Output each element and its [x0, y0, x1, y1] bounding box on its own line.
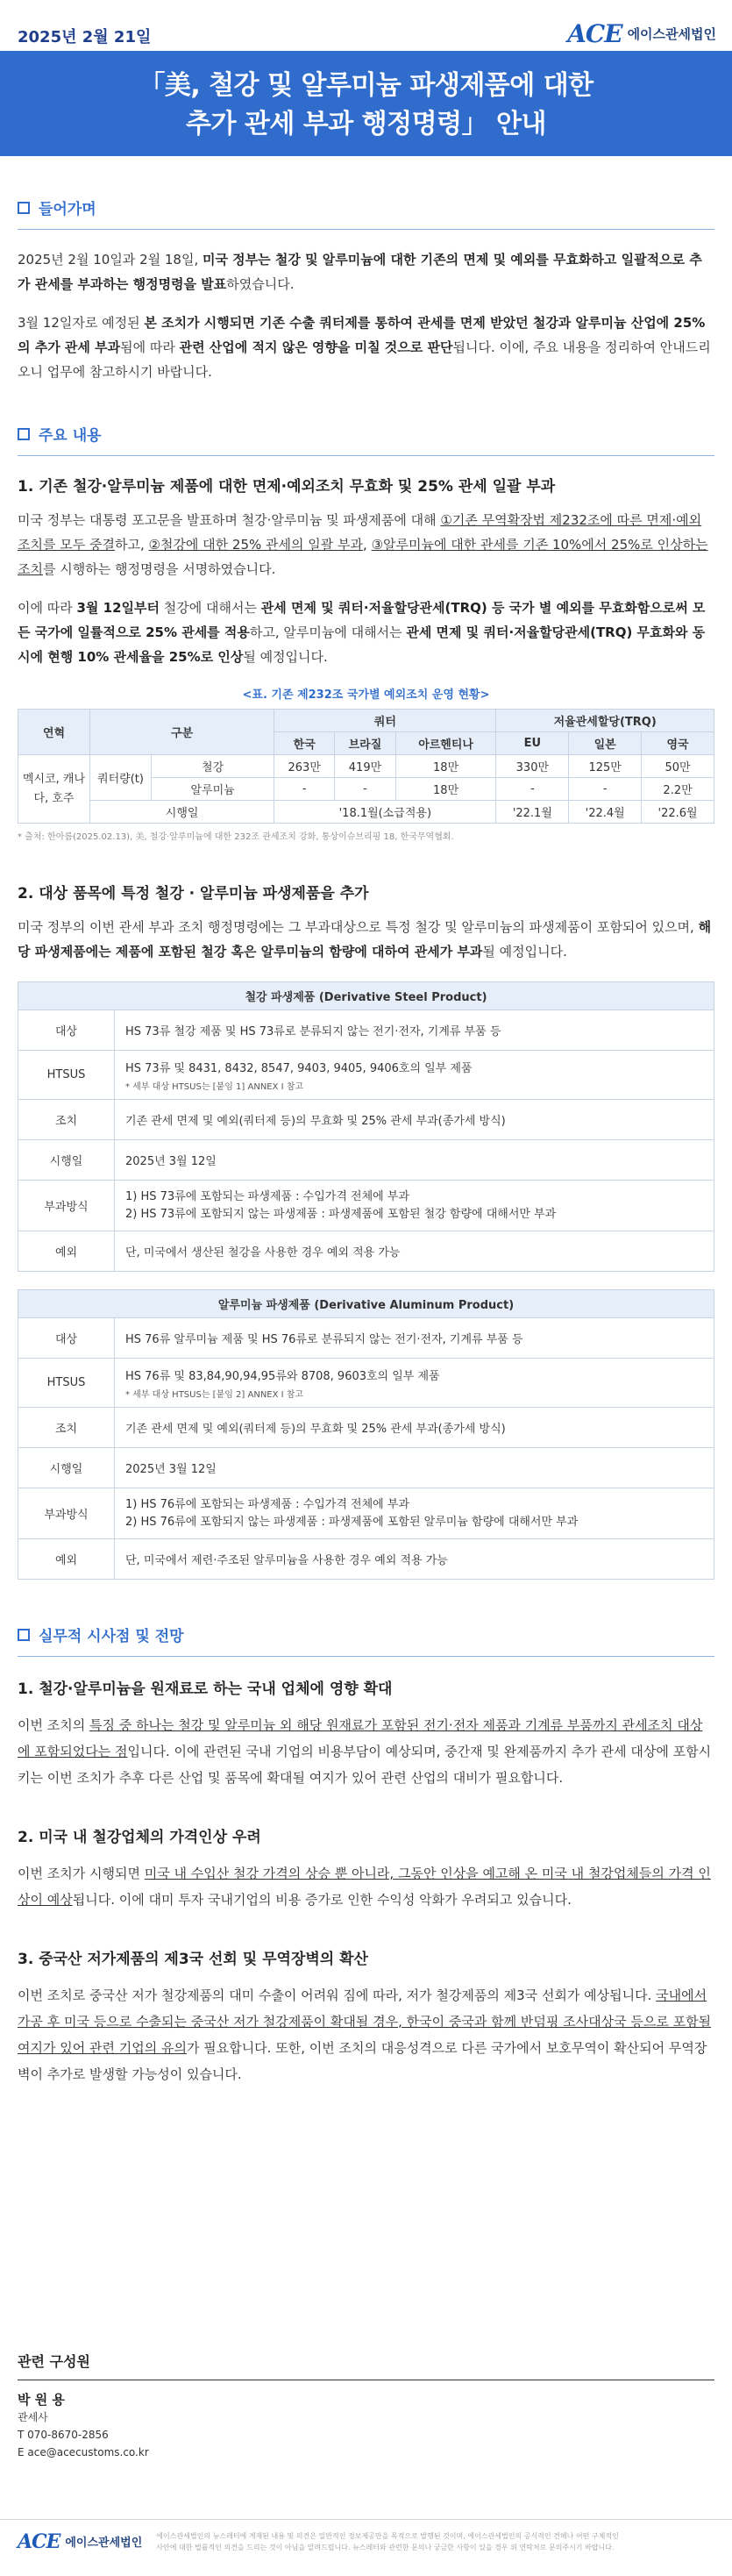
row-key: 대상 [18, 1010, 115, 1051]
table-row [18, 1539, 714, 1580]
table-row [18, 1318, 714, 1359]
col-brazil: 브라질 [335, 732, 396, 755]
table-cell: '18.1월(소급적용) [274, 801, 496, 824]
row-steel-label: 철강 [152, 755, 274, 778]
row-value: 1) HS 76류에 포함되는 파생제품 : 수입가격 전체에 부과 2) HS 76류에 포함되지 않는 파생제품 : 파생제품에 포함된 알루미늄 함량에 대해서만 부과 [115, 1488, 714, 1539]
table-cell: 330만 [496, 755, 569, 778]
banner-title-line-2: 추가 관세 부과 행정명령」 안내 [185, 109, 547, 139]
row-key: 부과방식 [18, 1181, 115, 1231]
row-value: HS 73류 및 8431, 8432, 8547, 9403, 9405, 9406호의 일부 제품 * 세부 대상 HTSUS는 [붙임 1] ANNEX I 참고 [115, 1051, 714, 1100]
implication-1-paragraph: 이번 조치의 특징 중 하나는 철강 및 알루미늄 외 해당 원재료가 포함된 전기·전자 제품과 기계류 부품까지 관세조치 대상에 포함되었다는 점입니다. 이에 관련된 국내 기업의 비용부담이 예상되며, 중간재 및 완제품까지 추가 관세 대상에 포함시키는 이번 조치가 추후 다른 산업 및 품목에 확대될 여지가 있어 관련 산업의 대비가 필요합니다. [18, 1717, 712, 1786]
header-type: 구분 [90, 710, 274, 755]
col-uk: 영국 [642, 732, 714, 755]
subsection-2-paragraph: 미국 정부의 이번 관세 부과 조치 행정명령에는 그 부과대상으로 특정 철강 및 알루미늄의 파생제품이 포함되어 있으며, 해당 파생제품에는 제품에 포함된 철강 혹은 알루미늄의 함량에 대하여 관세가 부과될 예정입니다. [18, 919, 712, 960]
implication-2-paragraph: 이번 조치가 시행되면 미국 내 수입산 철강 가격의 상승 뿐 아니라, 그동안 인상을 예고해 온 미국 내 철강업체들의 가격 인상이 예상됩니다. 이에 대미 투자 국내기업의 비용 증가로 인한 수익성 악화가 우려되고 있습니다. [18, 1866, 711, 1908]
table-row [18, 1408, 714, 1448]
footer-logo[interactable] [18, 2530, 142, 2553]
contact-role: 관세사 [18, 2411, 48, 2423]
aluminum-derivative-table [18, 1289, 714, 1580]
square-bullet-icon [18, 202, 30, 214]
table-cell: - [274, 778, 335, 801]
row-value: HS 73류 철강 제품 및 HS 73류로 분류되지 않는 전기·전자, 기계류 부품 등 [115, 1010, 714, 1051]
row-value: 2025년 3월 12일 [115, 1140, 714, 1181]
row-value: HS 76류 알루미늄 제품 및 HS 76류로 분류되지 않는 전기·전자, 기계류 부품 등 [115, 1318, 714, 1359]
row-key: 시행일 [18, 1140, 115, 1181]
table-row [18, 1051, 714, 1100]
col-korea: 한국 [274, 732, 335, 755]
header-country: 연혁 [18, 710, 90, 755]
logo-mark: ACE [567, 19, 622, 48]
main-section-header [18, 423, 714, 445]
table-cell: - [569, 778, 642, 801]
col-japan: 일본 [569, 732, 642, 755]
row-date-label: 시행일 [90, 801, 274, 824]
row-value: 1) HS 73류에 포함되는 파생제품 : 수입가격 전체에 부과 2) HS 73류에 포함되지 않는 파생제품 : 파생제품에 포함된 철강 함량에 대해서만 부과 [115, 1181, 714, 1231]
table-row [18, 1100, 714, 1140]
steel-derivative-table [18, 981, 714, 1272]
contact-person [18, 2391, 714, 2461]
logo-mark: ACE [18, 2530, 60, 2553]
logo-text: 에이스관세법인 [627, 26, 716, 42]
header-trq: 저율관세할당(TRQ) [496, 710, 714, 732]
subsection-2-title: 2. 대상 품목에 특정 철강 · 알루미늄 파생제품을 추가 [18, 885, 369, 903]
table-header-row [18, 710, 714, 732]
row-value: HS 76류 및 83,84,90,94,95류와 8708, 9603호의 일부 제품 * 세부 대상 HTSUS는 [붙임 2] ANNEX I 참고 [115, 1359, 714, 1408]
contacts-title: 관련 구성원 [18, 2353, 90, 2370]
table-caption: <표. 기존 제232조 국가별 예외조치 운영 현황> [242, 689, 490, 702]
row-value: 기존 관세 면제 및 예외(쿼터제 등)의 무효화 및 25% 관세 부과(종가세 방식) [115, 1408, 714, 1448]
table-cell: 18만 [395, 755, 496, 778]
table-cell: - [335, 778, 396, 801]
row-value: 단, 미국에서 제련·주조된 알루미늄을 사용한 경우 예외 적용 가능 [115, 1539, 714, 1580]
quota-label: 쿼터량(t) [90, 755, 152, 801]
table-cell: 2.2만 [642, 778, 714, 801]
table-row [18, 1231, 714, 1272]
intro-section-title: 들어가며 [39, 201, 96, 218]
steel-table-header: 철강 파생제품 (Derivative Steel Product) [18, 982, 714, 1010]
table-cell: 125만 [569, 755, 642, 778]
implication-1-title: 1. 철강·알루미늄을 원재료로 하는 국내 업체에 영향 확대 [18, 1680, 393, 1698]
subsection-1-paragraph-2: 이에 따라 3월 12일부터 철강에 대해서는 관세 면제 및 쿼터·저율할당관세(TRQ) 등 국가 별 예외를 무효화함으로써 모든 국가에 일률적으로 25% 관세를 적용하고, 알루미늄에 대해서는 관세 면제 및 쿼터·저율할당관세(TRQ) 무효화와 동시에 현행 10% 관세율을 25%로 인상될 예정입니다. [18, 600, 706, 665]
table-cell: '22.6월 [642, 801, 714, 824]
implications-section-title: 실무적 시사점 및 전망 [39, 1628, 184, 1645]
row-key: HTSUS [18, 1359, 115, 1408]
table-row [18, 755, 714, 778]
row-key: 예외 [18, 1231, 115, 1272]
row-value: 단, 미국에서 생산된 철강을 사용한 경우 예외 적용 가능 [115, 1231, 714, 1272]
intro-paragraph-2: 3월 12일자로 예정된 본 조치가 시행되면 기존 수출 쿼터제를 통하여 관세를 면제 받았던 철강과 알루미늄 산업에 25%의 추가 관세 부과됨에 따라 관련 산업에 적지 않은 영향을 미칠 것으로 판단됩니다. 이에, 주요 내용을 정리하여 안내드리오니 업무에 참고하시기 바랍니다. [18, 315, 711, 380]
subsection-1-paragraph-1: 미국 정부는 대통령 포고문을 발표하며 철강·알루미늄 및 파생제품에 대해 ①기존 무역확장법 제232조에 따른 면제·예외 조치를 모두 중결하고, ②철강에 대한 25% 관세의 일괄 부과, ③알루미늄에 대한 관세를 기존 10%에서 25%로 인상하는 조치를 시행하는 행정명령을 서명하였습니다. [18, 512, 708, 577]
table-row [18, 1448, 714, 1488]
exemption-table [18, 709, 714, 824]
table-cell: 419만 [335, 755, 396, 778]
col-argentina: 아르헨티나 [395, 732, 496, 755]
row-key: 조치 [18, 1100, 115, 1140]
row-key: 조치 [18, 1408, 115, 1448]
table-row [18, 1488, 714, 1539]
logo-text: 에이스관세법인 [65, 2537, 143, 2550]
group-label: 멕시코, 캐나다, 호주 [18, 755, 90, 824]
square-bullet-icon [18, 1629, 30, 1641]
issue-date: 2025년 2월 21일 [18, 28, 152, 46]
top-bar [0, 0, 732, 51]
bottom-bar [0, 2519, 732, 2563]
header-quota: 쿼터 [274, 710, 496, 732]
table-row [18, 1359, 714, 1408]
contact-email[interactable]: E ace@acecustoms.co.kr [18, 2446, 149, 2458]
table-cell: - [496, 778, 569, 801]
col-eu: EU [496, 732, 569, 755]
main-section-title: 주요 내용 [39, 427, 102, 445]
intro-paragraph-1: 2025년 2월 10일과 2월 18일, 미국 정부는 철강 및 알루미늄에 대한 기존의 면제 및 예외를 무효화하고 일괄적으로 추가 관세를 부과하는 행정명령을 발표하였습니다. [18, 252, 702, 292]
title-banner [0, 51, 732, 156]
row-alu-label: 알루미늄 [152, 778, 274, 801]
contact-phone[interactable]: T 070-8670-2856 [18, 2429, 109, 2441]
row-key: 예외 [18, 1539, 115, 1580]
implications-section-header [18, 1623, 714, 1645]
table-cell: '22.1월 [496, 801, 569, 824]
disclaimer: 에이스관세법인의 뉴스레터에 게재된 내용 및 의견은 일반적인 정보제공만을 목적으로 발행된 것이며, 에이스관세법인의 공식적인 견해나 어떤 구체적인 사안에 대한 법률적인 의견을 드리는 것이 아님을 알려드립니다. 뉴스레터와 관련한 문의나 궁금한 사항이 있을 경우 위 연락처로 문의주시기 바랍니다. [156, 2531, 619, 2551]
square-bullet-icon [18, 428, 30, 440]
implication-2-title: 2. 미국 내 철강업체의 가격인상 우려 [18, 1829, 261, 1846]
table-cell: 50만 [642, 755, 714, 778]
row-key: HTSUS [18, 1051, 115, 1100]
table-row [18, 1140, 714, 1181]
table-cell: 263만 [274, 755, 335, 778]
row-key: 시행일 [18, 1448, 115, 1488]
subsection-1-title: 1. 기존 철강·알루미늄 제품에 대한 면제·예외조치 무효화 및 25% 관세 일괄 부과 [18, 478, 556, 496]
implication-3-title: 3. 중국산 저가제품의 제3국 선회 및 무역장벽의 확산 [18, 1951, 368, 1968]
table-cell: 18만 [395, 778, 496, 801]
banner-title-line-1: 「美, 철강 및 알루미늄 파생제품에 대한 [139, 70, 593, 101]
intro-section-header [18, 196, 714, 218]
contact-name: 박 원 용 [18, 2392, 65, 2408]
company-logo[interactable] [567, 19, 716, 48]
contacts-block [0, 2351, 732, 2461]
row-value: 2025년 3월 12일 [115, 1448, 714, 1488]
table-row [18, 801, 714, 824]
table-row [18, 1181, 714, 1231]
aluminum-table-header: 알루미늄 파생제품 (Derivative Aluminum Product) [18, 1290, 714, 1318]
row-key: 부과방식 [18, 1488, 115, 1539]
table-source-note: * 출처: 한아름(2025.02.13), 美, 철강·알루미늄에 대한 232조 관세조치 강화, 통상이슈브리핑 18, 한국무역협회. [18, 832, 454, 842]
table-row [18, 1010, 714, 1051]
row-key: 대상 [18, 1318, 115, 1359]
implication-3-paragraph: 이번 조치로 중국산 저가 철강제품의 대미 수출이 어려워 짐에 따라, 저가 철강제품의 제3국 선회가 예상됩니다. 국내에서 가공 후 미국 등으로 수출되는 중국산 저가 철강제품이 확대될 경우, 한국이 중국과 함께 반덤핑 조사대상국 등으로 포함될 여지가 있어 관련 기업의 유의가 필요합니다. 또한, 이번 조치의 대응성격으로 다른 국가에서 보호무역이 확산되어 무역장벽이 추가로 발생할 가능성이 있습니다. [18, 1987, 712, 2082]
table-cell: '22.4월 [569, 801, 642, 824]
row-value: 기존 관세 면제 및 예외(쿼터제 등)의 무효화 및 25% 관세 부과(종가세 방식) [115, 1100, 714, 1140]
